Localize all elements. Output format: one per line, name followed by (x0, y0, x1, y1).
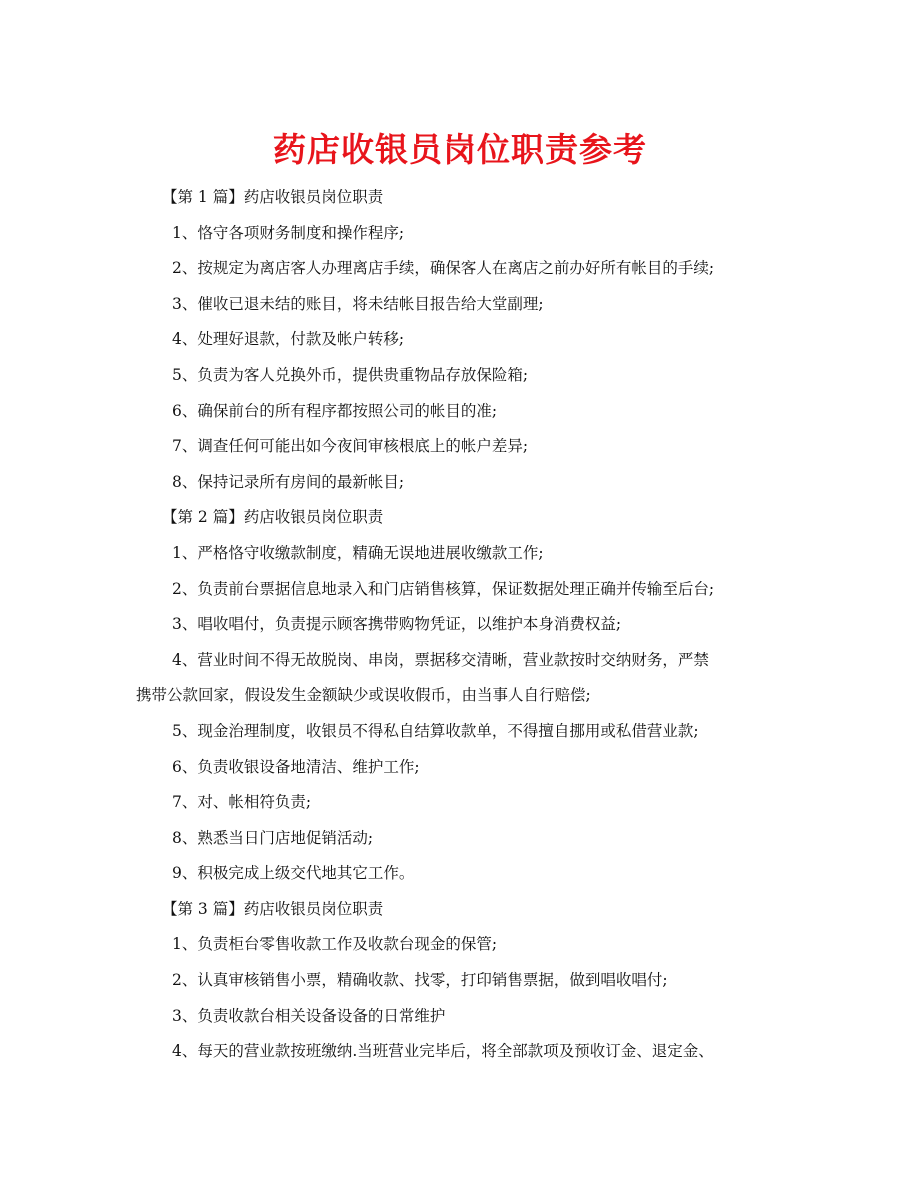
paragraph-line: 2、按规定为离店客人办理离店手续，确保客人在离店之前办好所有帐目的手续; (172, 259, 715, 278)
paragraph-line: 3、负责收款台相关设备设备的日常维护 (172, 1006, 446, 1025)
section-heading: 【第 2 篇】药店收银员岗位职责 (162, 508, 384, 527)
paragraph-line: 7、对、帐相符负责; (172, 793, 312, 812)
paragraph-line: 1、负责柜台零售收款工作及收款台现金的保管; (172, 935, 498, 954)
paragraph-line: 5、负责为客人兑换外币，提供贵重物品存放保险箱; (172, 365, 529, 384)
paragraph-line: 5、现金治理制度，收银员不得私自结算收款单，不得擅自挪用或私借营业款; (172, 721, 699, 740)
paragraph-line: 8、保持记录所有房间的最新帐目; (172, 472, 405, 491)
paragraph-line: 6、确保前台的所有程序都按照公司的帐目的准; (172, 401, 498, 420)
paragraph-line: 3、催收已退未结的账目，将未结帐目报告给大堂副理; (172, 294, 544, 313)
paragraph-line: 携带公款回家，假设发生金额缺少或误收假币，由当事人自行赔偿; (136, 686, 591, 705)
paragraph-line: 7、调查任何可能出如今夜间审核根底上的帐户差异; (172, 437, 529, 456)
paragraph-line: 4、营业时间不得无故脱岗、串岗，票据移交清晰，营业款按时交纳财务，严禁 (172, 650, 709, 669)
paragraph-line: 6、负责收银设备地清洁、维护工作; (172, 757, 420, 776)
section-heading: 【第 1 篇】药店收银员岗位职责 (162, 188, 384, 206)
document-body (136, 180, 788, 1070)
paragraph-line: 9、积极完成上级交代地其它工作。 (172, 864, 415, 883)
page-title: 药店收银员岗位职责参考 (273, 130, 647, 169)
paragraph-line: 3、唱收唱付，负责提示顾客携带购物凭证，以维护本身消费权益; (172, 615, 622, 634)
paragraph-line: 1、恪守各项财务制度和操作程序; (172, 223, 405, 242)
paragraph-line: 1、严格恪守收缴款制度，精确无误地进展收缴款工作; (172, 543, 544, 562)
paragraph-line: 2、负责前台票据信息地录入和门店销售核算，保证数据处理正确并传输至后台; (172, 579, 715, 598)
paragraph-line: 4、每天的营业款按班缴纳.当班营业完毕后，将全部款项及预收订金、退定金、 (172, 1042, 714, 1061)
paragraph-line: 8、熟悉当日门店地促销活动; (172, 828, 374, 847)
section-heading: 【第 3 篇】药店收银员岗位职责 (162, 899, 384, 918)
paragraph-line: 4、处理好退款，付款及帐户转移; (172, 330, 405, 349)
paragraph-line: 2、认真审核销售小票，精确收款、找零，打印销售票据，做到唱收唱付; (172, 971, 668, 990)
